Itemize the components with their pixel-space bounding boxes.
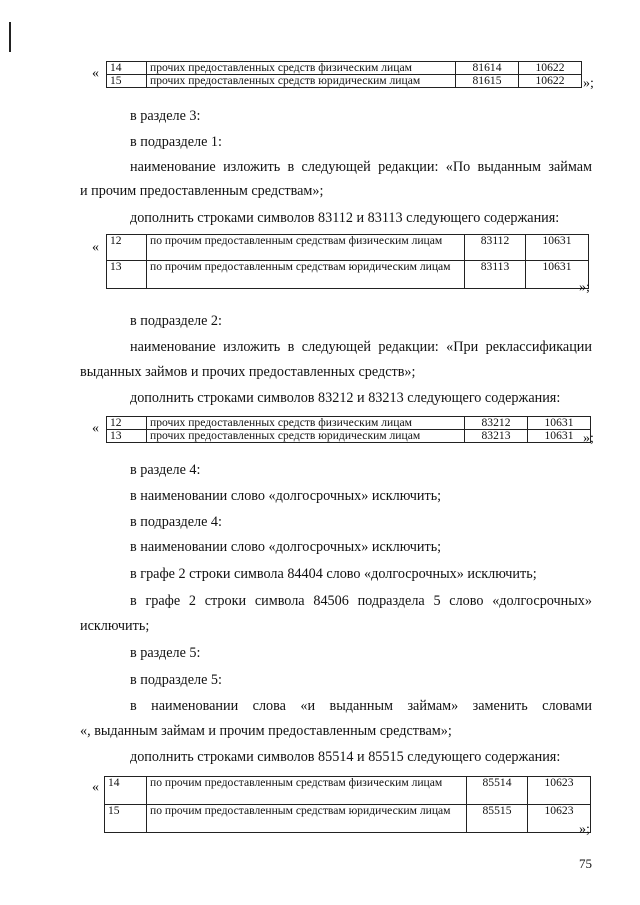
- row-ref: 10631: [528, 417, 591, 430]
- paragraph: дополнить строками символов 85514 и 85515 следующего содержания:: [130, 749, 561, 765]
- row-text: прочих предоставленных средств юридическим лицам: [147, 430, 465, 443]
- close-quote-3: »;: [583, 431, 594, 446]
- paragraph: в разделе 3:: [130, 108, 201, 124]
- close-quote-4: »;: [579, 822, 590, 837]
- page-number: 75: [579, 856, 592, 871]
- paragraph: в графе 2 строки символа 84506 подраздела 5 слово «долгосрочных»: [130, 593, 592, 609]
- row-code: 81615: [456, 75, 519, 88]
- row-code: 83213: [465, 430, 528, 443]
- row-code: 83112: [465, 235, 526, 261]
- paragraph: в подразделе 4:: [130, 514, 222, 530]
- paragraph: наименование изложить в следующей редакции: «При реклассификации: [130, 339, 592, 355]
- row-number: 12: [107, 235, 147, 261]
- table-row: [107, 417, 591, 430]
- open-quote-2: «: [92, 240, 99, 255]
- paragraph: в графе 2 строки символа 84404 слово «долгосрочных» исключить;: [130, 566, 537, 582]
- close-quote-1: »;: [583, 76, 594, 91]
- table-row: [107, 261, 589, 289]
- table-2: [106, 234, 589, 289]
- paragraph: в разделе 4:: [130, 462, 201, 478]
- table-row: [107, 75, 582, 88]
- paragraph: дополнить строками символов 83112 и 83113 следующего содержания:: [130, 210, 560, 226]
- row-code: 83212: [465, 417, 528, 430]
- row-text: по прочим предоставленным средствам физическим лицам: [147, 235, 465, 261]
- row-text: по прочим предоставленным средствам физическим лицам: [147, 777, 467, 805]
- row-ref: 10631: [526, 261, 589, 289]
- row-code: 85515: [467, 805, 528, 833]
- table-row: [107, 430, 591, 443]
- paragraph: дополнить строками символов 83212 и 83213 следующего содержания:: [130, 390, 561, 406]
- row-ref: 10623: [528, 805, 591, 833]
- open-quote-4: «: [92, 780, 99, 795]
- row-text: по прочим предоставленным средствам юридическим лицам: [147, 261, 465, 289]
- close-quote-2: »;: [579, 280, 590, 295]
- table-3: [106, 416, 591, 443]
- paragraph: в наименовании слово «долгосрочных» исключить;: [130, 488, 442, 504]
- row-number: 14: [105, 777, 147, 805]
- row-ref: 10631: [528, 430, 591, 443]
- row-code: 83113: [465, 261, 526, 289]
- table-4: [104, 776, 591, 833]
- paragraph: наименование изложить в следующей редакции: «По выданным займам: [130, 159, 592, 175]
- table-row: [107, 62, 582, 75]
- paragraph: выданных займов и прочих предоставленных средств»;: [80, 364, 416, 380]
- paragraph: в наименовании слова «и выданным займам» заменить словами: [130, 698, 592, 714]
- row-number: 15: [107, 75, 147, 88]
- row-text: прочих предоставленных средств юридическим лицам: [147, 75, 456, 88]
- table-row: [107, 235, 589, 261]
- paragraph: исключить;: [80, 618, 150, 634]
- row-code: 81614: [456, 62, 519, 75]
- row-number: 12: [107, 417, 147, 430]
- paragraph: и прочим предоставленным средствам»;: [80, 183, 324, 199]
- row-ref: 10622: [519, 62, 582, 75]
- row-number: 15: [105, 805, 147, 833]
- row-number: 13: [107, 430, 147, 443]
- row-ref: 10631: [526, 235, 589, 261]
- row-text: по прочим предоставленным средствам юридическим лицам: [147, 805, 467, 833]
- row-text: прочих предоставленных средств физическим лицам: [147, 62, 456, 75]
- paragraph: в подразделе 5:: [130, 672, 222, 688]
- paragraph: в подразделе 1:: [130, 134, 222, 150]
- row-code: 85514: [467, 777, 528, 805]
- row-ref: 10623: [528, 777, 591, 805]
- row-ref: 10622: [519, 75, 582, 88]
- row-number: 13: [107, 261, 147, 289]
- paragraph: в наименовании слово «долгосрочных» исключить;: [130, 539, 442, 555]
- table-row: [105, 777, 591, 805]
- paragraph: в разделе 5:: [130, 645, 201, 661]
- row-text: прочих предоставленных средств физическим лицам: [147, 417, 465, 430]
- table-1: [106, 61, 582, 88]
- table-row: [105, 805, 591, 833]
- open-quote-1: «: [92, 66, 99, 81]
- row-number: 14: [107, 62, 147, 75]
- paragraph: в подразделе 2:: [130, 313, 222, 329]
- left-edge-mark: [9, 22, 11, 52]
- open-quote-3: «: [92, 421, 99, 436]
- paragraph: «, выданным займам и прочим предоставленным средствам»;: [80, 723, 452, 739]
